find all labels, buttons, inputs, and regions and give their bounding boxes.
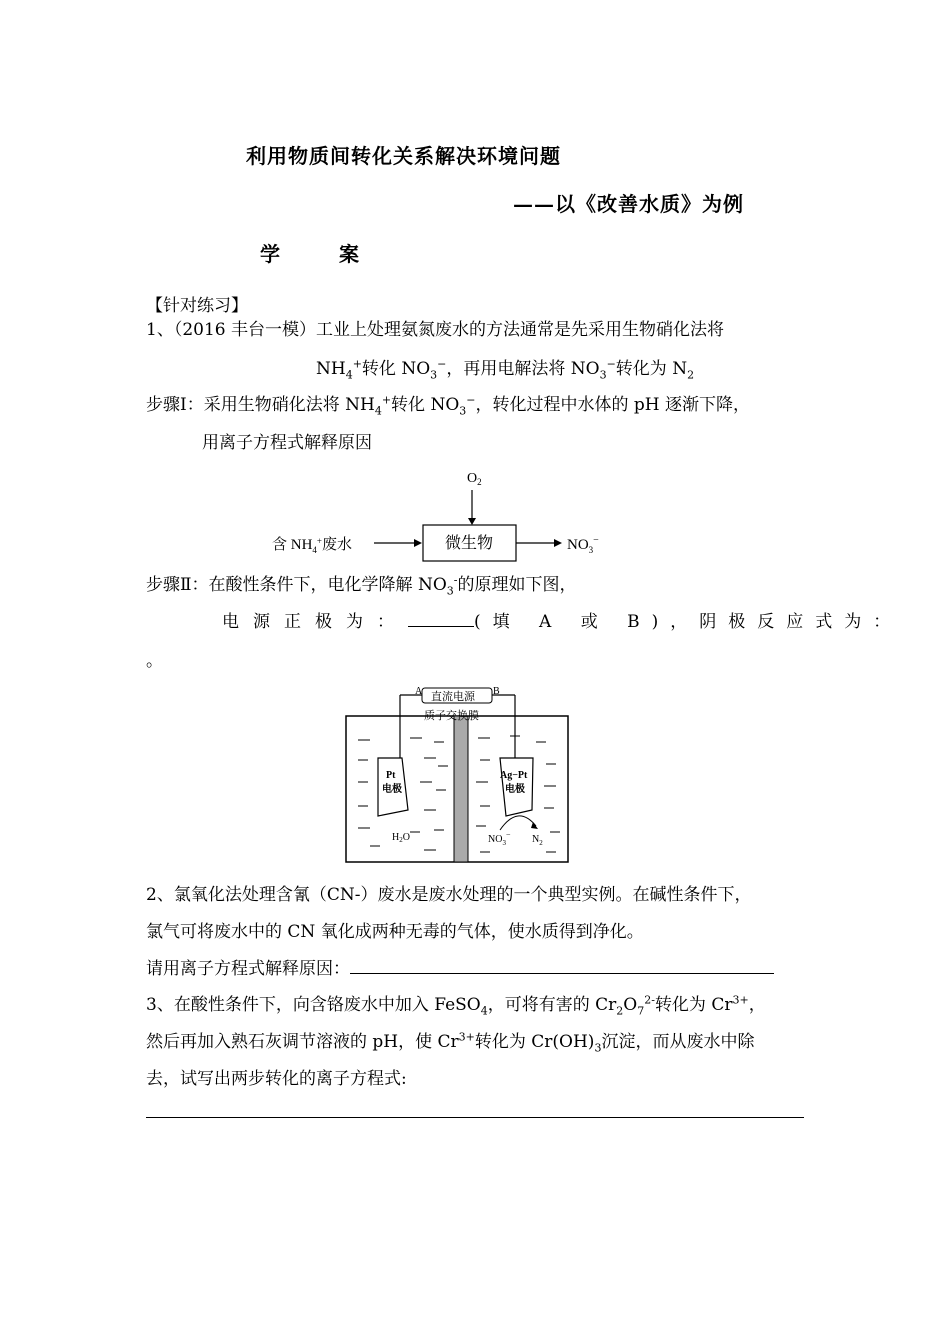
nitrate-label: $NO_3^-$: [488, 830, 511, 847]
page-subtitle: ——以《改善水质》为例: [513, 192, 744, 216]
nitrification-flow-diagram: [260, 462, 640, 572]
q3-line2: 然后再加入熟石灰调节溶液的 pH，使 $Cr^{3+}$转化为 $Cr(OH)_3$沉淀，而从废水中除: [146, 1030, 755, 1055]
o2-arrowhead: [468, 518, 476, 525]
q1-step1: 步骤Ⅰ：采用生物硝化法将 $NH_4^+$转化 $NO_3^-$，转化过程中水体的 pH 逐渐下降，: [146, 393, 750, 418]
section-heading: 学 案: [260, 242, 385, 266]
ag-pt-label: Ag−Pt: [500, 770, 528, 781]
input-label: 含 $NH_4^+$废水: [272, 536, 353, 555]
proton-exchange-membrane: [454, 716, 468, 862]
pt-label: Pt: [386, 770, 396, 781]
q1-step2-line2: 电源正极为： (填 A 或 B)，阴极反应式为：: [222, 612, 903, 632]
water-label: $H_2O$: [392, 832, 410, 844]
q3-line3: 去，试写出两步转化的离子方程式:: [146, 1069, 407, 1089]
ag-pt-electrode-label: 电极: [505, 784, 525, 795]
q2-line3: 请用离子方程式解释原因：: [146, 954, 774, 979]
q2-line2: 氯气可将废水中的 CN 氧化成两种无毒的气体，使水质得到净化。: [146, 922, 644, 942]
nitrogen-label: $N_2$: [532, 834, 543, 847]
q1-step2: 步骤Ⅱ：在酸性条件下，电化学降解 $NO_3^-$的原理如下图，: [146, 573, 577, 598]
label-b: B: [493, 686, 500, 697]
answer-blank-q2[interactable]: [350, 957, 774, 974]
output-label: $NO_3^-$: [567, 535, 599, 555]
input-arrowhead: [414, 539, 422, 547]
q1-step2-line3: 。: [146, 651, 163, 671]
q1-line1: 1、（2016 丰台一模）工业上处理氨氮废水的方法通常是先采用生物硝化法将: [146, 320, 724, 340]
answer-blank-electrode[interactable]: [408, 610, 474, 627]
membrane-label: 质子交换膜: [424, 710, 479, 722]
output-arrowhead: [554, 539, 562, 547]
page-title: 利用物质间转化关系解决环境问题: [246, 144, 561, 168]
q2-line1: 2、氯氧化法处理含氰（CN-）废水是废水处理的一个典型实例。在碱性条件下，: [146, 885, 752, 905]
dc-power-label: 直流电源: [431, 691, 475, 703]
answer-blank-q3[interactable]: [146, 1117, 804, 1118]
label-a: A: [415, 686, 423, 697]
practice-header: 【针对练习】: [146, 296, 248, 316]
pt-electrode-label: 电极: [382, 784, 402, 795]
microbe-label: 微生物: [445, 535, 494, 552]
q1-line2: $NH_4^+$转化 $NO_3^-$，再用电解法将 $NO_3^-$转化为 $N_2$: [316, 357, 695, 382]
o2-label: $O_2$: [467, 471, 482, 487]
electrolysis-cell-diagram: [340, 686, 576, 868]
q1-step1-line2: 用离子方程式解释原因: [202, 433, 372, 453]
q3-line1: 3、在酸性条件下，向含铬废水中加入 FeSO$_4$，可将有害的 $Cr_2O_7^{2-}$转化为 $Cr^{3+}$，: [146, 993, 766, 1018]
